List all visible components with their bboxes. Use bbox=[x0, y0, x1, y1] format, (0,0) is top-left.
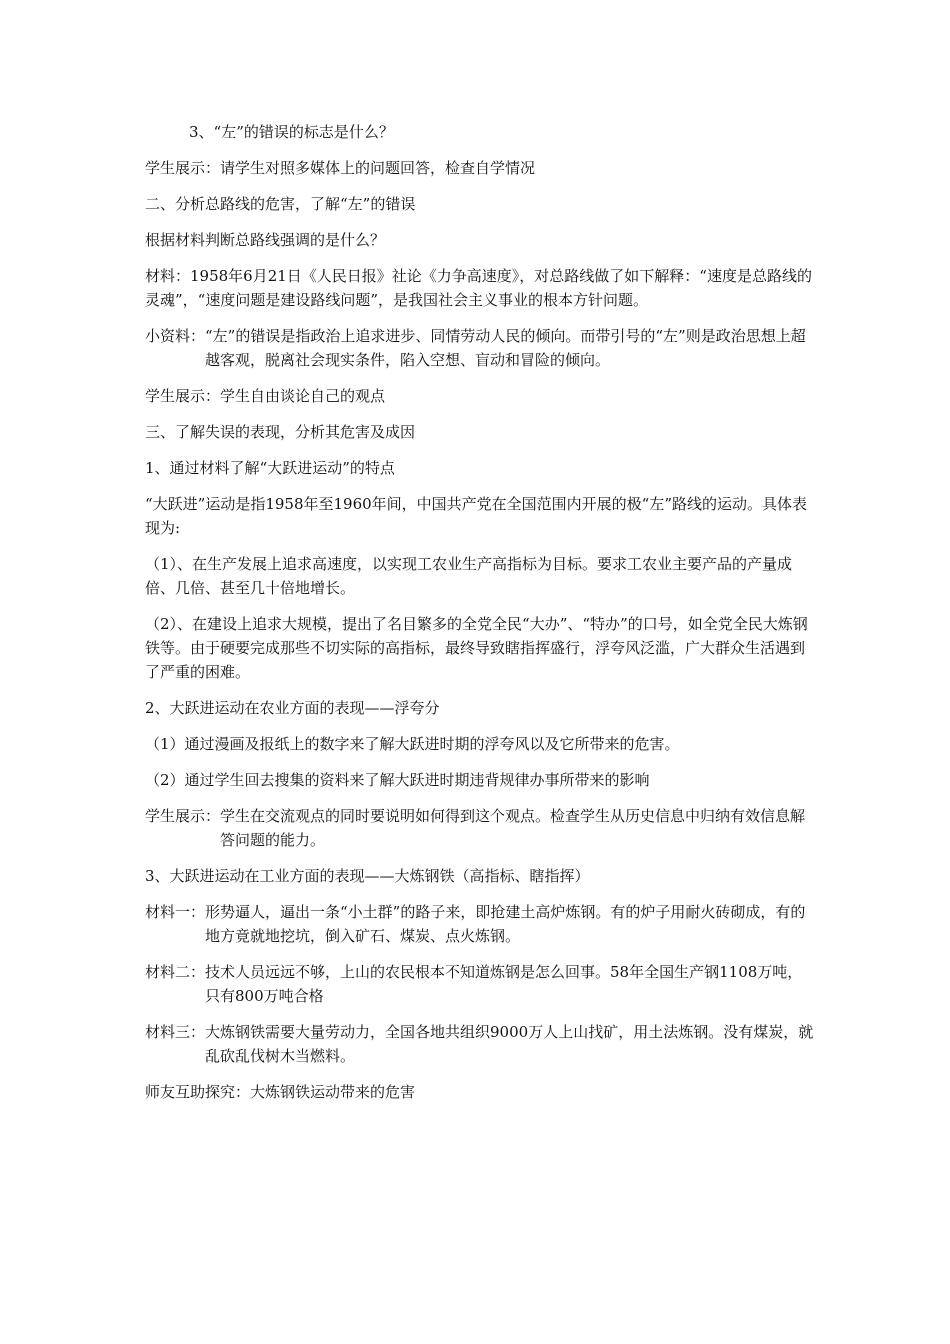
great-leap-definition: “大跃进”运动是指1958年至1960年间，中国共产党在全国范围内开展的极“左”路线的运动。具体表现为: bbox=[145, 495, 808, 537]
material-1-body: 形势逼人，逼出一条“小土群”的路子来，即抢建土高炉炼钢。有的炉子用耐火砖砌成，有的地方竟就地挖坑，倒入矿石、煤炭、点火炼钢。 bbox=[205, 903, 806, 945]
section-3-heading: 三、了解失误的表现，分析其危害及成因 bbox=[145, 423, 416, 441]
agri-point-1: （1）通过漫画及报纸上的数字来了解大跃进时期的浮夸风以及它所带来的危害。 bbox=[145, 735, 680, 753]
section-2-heading: 二、分析总路线的危害，了解“左”的错误 bbox=[145, 195, 416, 213]
material-2 bbox=[145, 960, 815, 1008]
material-1-label: 材料一： bbox=[145, 903, 206, 921]
student-display-3-label: 学生展示： bbox=[145, 807, 221, 825]
student-display-3 bbox=[145, 804, 815, 852]
student-display-1: 学生展示：请学生对照多媒体上的问题回答，检查自学情况 bbox=[145, 159, 536, 177]
material-3-body: 大炼钢铁需要大量劳动力，全国各地共组织9000万人上山找矿，用土法炼钢。没有煤炭，就乱砍乱伐树木当燃料。 bbox=[205, 1023, 814, 1065]
material-2-label: 材料二： bbox=[145, 963, 206, 981]
material-3 bbox=[145, 1020, 815, 1068]
subsection-3-heading: 3、大跃进运动在工业方面的表现——大炼钢铁（高指标、瞎指挥） bbox=[145, 867, 590, 885]
material-people-daily: 材料：1958年6月21日《人民日报》社论《力争高速度》，对总路线做了如下解释：“速度是总路线的灵魂”，“速度问题是建设路线问题”，是我国社会主义事业的根本方针问题。 bbox=[145, 267, 812, 309]
material-2-body: 技术人员远远不够，上山的农民根本不知道炼钢是怎么回事。58年全国生产钢1108万吨，只有800万吨合格 bbox=[205, 963, 803, 1005]
small-material-label: 小资料： bbox=[145, 327, 206, 345]
student-display-2: 学生展示：学生自由谈论自己的观点 bbox=[145, 387, 386, 405]
material-1 bbox=[145, 900, 815, 948]
point-1-high-speed: （1）、在生产发展上追求高速度，以实现工农业生产高指标为目标。要求工农业主要产品的产量成倍、几倍、甚至几十倍地增长。 bbox=[145, 555, 793, 597]
point-2-large-scale: （2）、在建设上追求大规模，提出了名目繁多的全党全民“大办”、“特办”的口号，如全党全民大炼钢铁等。由于硬要完成那些不切实际的高指标，最终导致瞎指挥盛行，浮夸风泛滥，广大群众生活遇到了严重的困难。 bbox=[145, 615, 808, 681]
agri-point-2: （2）通过学生回去搜集的资料来了解大跃进时期违背规律办事所带来的影响 bbox=[145, 771, 650, 789]
question-route-emphasis: 根据材料判断总路线强调的是什么？ bbox=[145, 231, 386, 249]
small-material-body: “左”的错误是指政治上追求进步、同情劳动人民的倾向。而带引号的“左”则是政治思想上超越客观，脱离社会现实条件，陷入空想、盲动和冒险的倾向。 bbox=[205, 327, 806, 369]
peer-inquiry: 师友互助探究：大炼钢铁运动带来的危害 bbox=[145, 1083, 416, 1101]
subsection-2-heading: 2、大跃进运动在农业方面的表现——浮夸分 bbox=[145, 699, 440, 717]
subsection-1-heading: 1、通过材料了解“大跃进运动”的特点 bbox=[145, 459, 395, 477]
student-display-3-body: 学生在交流观点的同时要说明如何得到这个观点。检查学生从历史信息中归纳有效信息解答问题的能力。 bbox=[220, 807, 806, 849]
document-body bbox=[145, 120, 815, 1116]
material-3-label: 材料三： bbox=[145, 1023, 206, 1041]
question-3: 3、“左”的错误的标志是什么？ bbox=[189, 123, 394, 141]
small-material bbox=[145, 324, 815, 372]
